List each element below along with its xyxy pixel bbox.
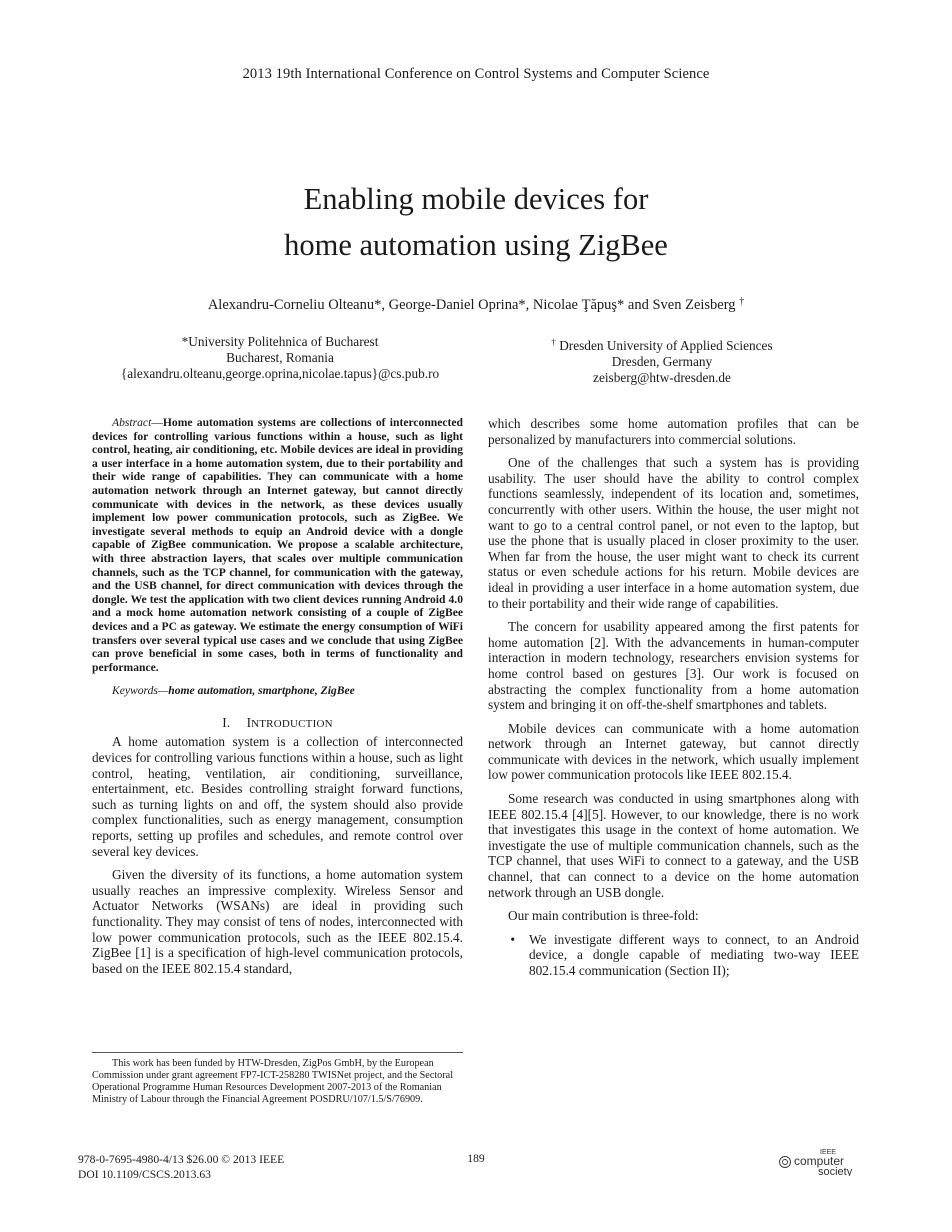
title-line: home automation using ZigBee xyxy=(284,228,668,262)
left-column xyxy=(92,416,463,976)
author-list xyxy=(0,296,952,314)
page-number: 189 xyxy=(467,1152,485,1165)
paragraph: A home automation system is a collection of interconnected devices for controlling various functions within a house, such as light control, heating, ventilation, air conditioning, surveillance, entertainment, etc. Besides controlling straight forward functions, such as turning lights on and off, the system should also provide complex functionalities, such as energy management, consumption reports, setting up profiles and schedules, and remote control over several key devices. xyxy=(92,734,463,859)
paragraph: Mobile devices can communicate with a home automation network through an Internet gateway, but cannot directly communicate with devices in the network, which usually implement low power communication protocols like IEEE 802.15.4. xyxy=(488,720,859,783)
author-dagger: † xyxy=(739,296,745,307)
footnote-divider xyxy=(92,1052,463,1053)
logo-line: IEEE xyxy=(820,1149,836,1156)
affiliation-email: zeisberg@htw-dresden.de xyxy=(593,370,731,385)
title-line: Enabling mobile devices for xyxy=(303,182,649,216)
paper-title xyxy=(0,176,952,268)
paragraph: Our main contribution is three-fold: xyxy=(508,908,699,924)
keywords-text: home automation, smartphone, ZigBee xyxy=(168,684,355,698)
abstract-dash: — xyxy=(151,416,163,429)
affiliation-line: *University Politehnica of Bucharest xyxy=(181,334,379,349)
paragraph: One of the challenges that such a system has is providing usability. The user should have the ability to control complex functions seamlessly, independent of its location and, sometimes, concurrently with other users. Within the house, the user might not want to go to a central control panel, or not even to the laptop, but use the phone that is usually placed in closer proximity to the user. When far from the house, the user might want to check its current status or even schedule actions for his return. Mobile devices are ideal in providing a user interface in a home automation system, due to their portability and their wide range of capabilities. xyxy=(488,455,859,611)
ieee-computer-society-logo xyxy=(776,1146,876,1176)
abstract xyxy=(92,416,463,674)
logo-line: computer xyxy=(794,1154,845,1168)
abstract-label: Abstract xyxy=(112,416,152,429)
affiliation-line: Bucharest, Romania xyxy=(226,350,334,365)
conference-header: 2013 19th International Conference on Control Systems and Computer Science xyxy=(242,66,710,82)
logo-line: society xyxy=(818,1166,853,1176)
footer-isbn: 978-0-7695-4980-4/13 $26.00 © 2013 IEEE xyxy=(78,1153,285,1166)
affiliation-line: † Dresden University of Applied Sciences xyxy=(551,337,773,353)
affiliation-bucharest xyxy=(80,334,480,382)
authors-text: Alexandru-Corneliu Olteanu*, George-Daniel Oprina*, Nicolae Ţăpuş* and Sven Zeisberg xyxy=(207,297,736,313)
paragraph: Some research was conducted in using smartphones along with IEEE 802.15.4 [4][5]. However, to our knowledge, there is no work that investigates this usage in the context of home automation. We investigate the use of multiple communication channels, such as the TCP channel, that uses WiFi to connect to a gateway, and the USB channel, that can connect to a device on the home automation network through an USB dongle. xyxy=(488,791,859,900)
affiliation-line: Dresden, Germany xyxy=(611,354,713,369)
funding-footnote: This work has been funded by HTW-Dresden, ZigPos GmbH, by the European Commission under grant agreement FP7-ICT-258280 TWISNet project, and the Sectoral Operational Programme Human Resources Development 2007-2013 of the Romanian Ministry of Labour through the Financial Agreement POSDRU/107/1.5/S/76909. xyxy=(92,1058,454,1105)
footer-doi: DOI 10.1109/CSCS.2013.63 xyxy=(78,1168,211,1181)
paragraph: which describes some home automation profiles that can be personalized by manufacturers into commercial solutions. xyxy=(488,416,859,447)
section-heading-introduction: I. INTRODUCTION xyxy=(222,714,333,730)
abstract-text: Home automation systems are collections of interconnected devices for controlling various functions within a house, such as light control, heating, air conditioning, etc. Mobile devices are ideal in providing a user interface in a home automation system, due to their portability and their wide range of capabilities. They can communicate with a home automation network through an Internet gateway, but cannot directly communicate with devices in the network, as these devices usually implement low power communication protocols, such as ZigBee. We investigate several methods to equip an Android device with a dongle capable of ZigBee communication. We propose a scalable architecture, with three abstraction layers, that scales over multiple communication channels, such as the TCP channel, for communication with the gateway, and the USB channel, for direct communication with devices through the dongle. We test the application with two client devices running Android 4.0 and a mock home automation network consisting of a couple of ZigBee devices and a PC as gateway. We estimate the energy consumption of WiFi transfers over several typical use cases and we conclude that using ZigBee can prove beneficial in some cases, both in terms of functionality and performance. xyxy=(92,416,463,674)
list-item xyxy=(488,932,859,979)
keywords xyxy=(92,683,463,699)
bullet-icon: • xyxy=(510,931,515,947)
list-item-text: We investigate different ways to connect, to an Android device, a dongle capable of mediating two-way IEEE 802.15.4 communication (Section II); xyxy=(529,931,859,978)
paragraph: Given the diversity of its functions, a home automation system usually reaches an impressive complexity. Wireless Sensor and Actuator Networks (WSANs) are ideal in providing such functionality. They may consist of tens of nodes, interconnected with low power communication protocols, such as the IEEE 802.15.4. ZigBee [1] is a specification of high-level communication protocols, based on the IEEE 802.15.4 standard, xyxy=(92,867,463,976)
affiliation-email: {alexandru.olteanu,george.oprina,nicolae.tapus}@cs.pub.ro xyxy=(120,366,440,381)
keywords-label: Keywords— xyxy=(112,684,169,698)
paragraph: The concern for usability appeared among the first patents for home automation [2]. With the advancements in human-computer interaction in modern technology, researchers envision systems for home control based on gestures [3]. Our work is focused on abstracting the complex functionality from a home automation system and bringing it on off-the-shelf smartphones and tablets. xyxy=(488,619,859,713)
affiliation-dresden xyxy=(462,334,862,386)
right-column xyxy=(488,416,859,979)
affiliation-dagger: † xyxy=(551,337,556,347)
